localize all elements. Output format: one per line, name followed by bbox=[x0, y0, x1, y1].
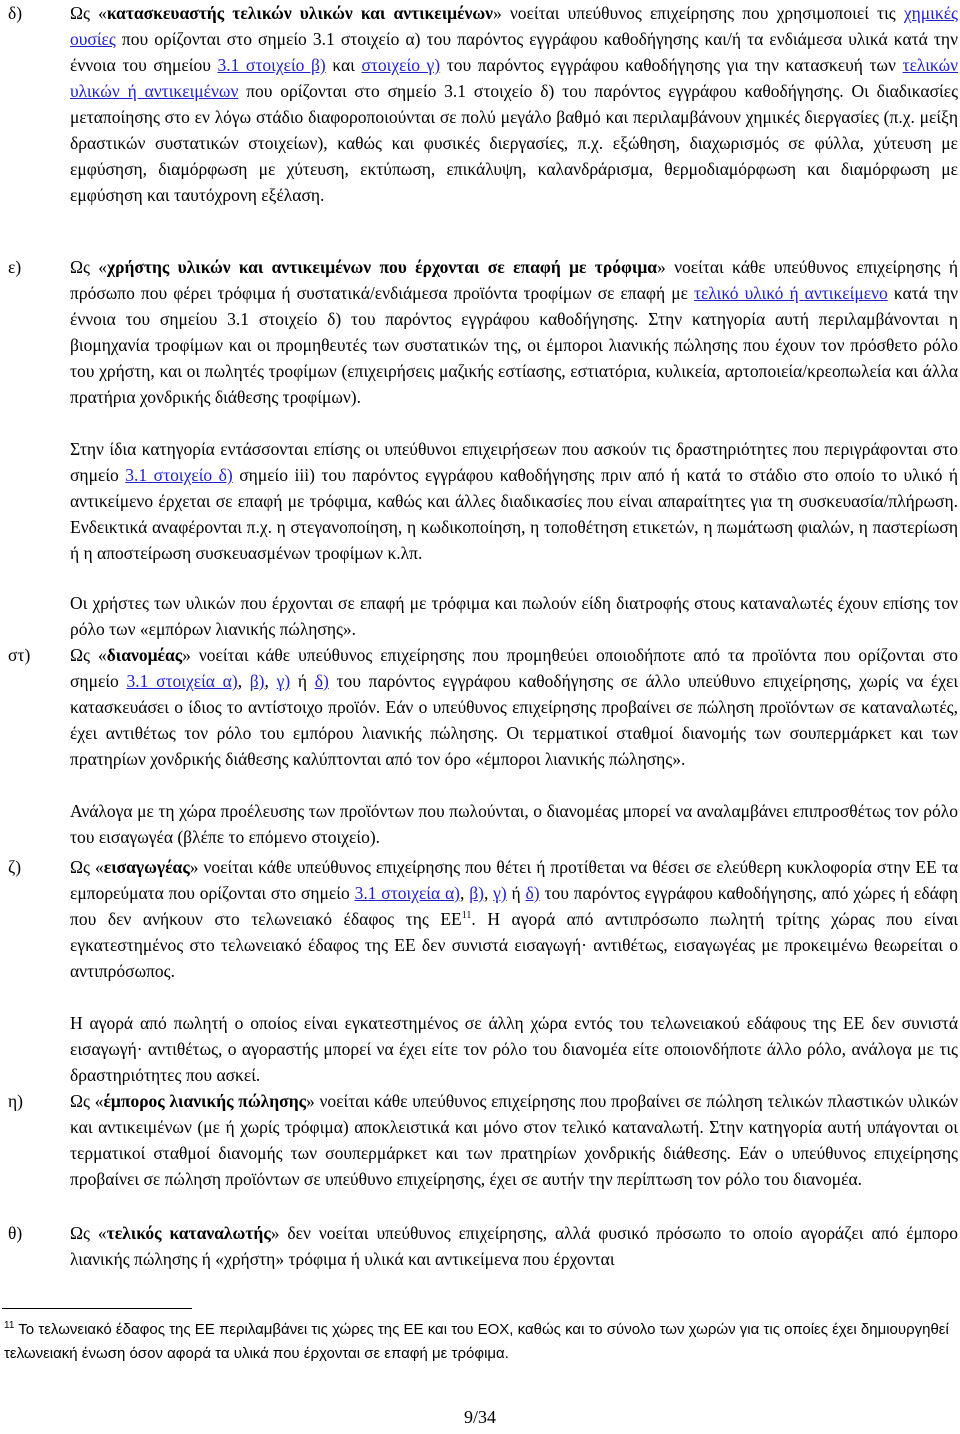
definition-paragraph bbox=[70, 254, 958, 410]
paragraph-distributor-importer: Ανάλογα με τη χώρα προέλευσης των προϊόντων που πωλούνται, ο διανομέας μπορεί να αναλαμβάνει επιπροσθέτως τον ρόλο του εισαγωγέα (βλέπε το επόμενο στοιχείο). bbox=[70, 801, 958, 847]
definition-item-retailer bbox=[0, 1088, 958, 1192]
text-run: » νοείται κάθε υπεύθυνος επιχείρησης που θέτει ή προτίθεται να θέσει σε ελεύθερη κυκλοφορία στην ΕΕ τα εμπορεύματα που ορίζονται στο σημείο bbox=[70, 857, 958, 903]
text-run: Ως « bbox=[70, 645, 107, 665]
definition-item-distributor bbox=[0, 642, 958, 772]
defined-term: τελικός καταναλωτής bbox=[106, 1223, 271, 1243]
item-label: δ) bbox=[8, 3, 23, 23]
link-section-3-1-a[interactable]: 3.1 στοιχεία α) bbox=[354, 883, 461, 903]
text-run: κατά την έννοια του σημείου 3.1 στοιχείο δ) του παρόντος εγγράφου καθοδήγησης. Στην κατηγορία αυτή περιλαμβάνονται η βιομηχανία τροφίμων και οι προμηθευτές των συστατικών της, οι έμποροι λιανικής πώλησης που έχουν τον πρόσθετο ρόλο του χρήστη, και οι πωλητές τροφίμων (επιχειρήσεις μαζικής εστίασης, εστιατόρια, κυλικεία, αρτοποιεία/κρεοπωλεία και άλλα πρατήρια χονδρικής διάθεσης τροφίμων). bbox=[70, 283, 959, 407]
text-run: . Η αγορά από αντιπρόσωπο πωλητή τρίτης χώρας που είναι εγκατεστημένος στο τελωνειακό έδαφος της ΕΕ δεν συνιστά εισαγωγή· αντιθέτως, εισαγωγέας με προκειμένω θεωρείται ο αντιπρόσωπος. bbox=[70, 909, 959, 981]
text-run: » δεν νοείται υπεύθυνος επιχείρησης, αλλά φυσικό πρόσωπο το οποίο αγοράζει από έμπορο λιανικής πώλησης ή «χρήστη» τρόφιμα ή υλικά και αντικείμενα που έρχονται bbox=[70, 1223, 958, 1269]
text-run: » νοείται υπεύθυνος επιχείρησης που χρησιμοποιεί τις bbox=[492, 3, 904, 23]
text-run: σημείο iii) του παρόντος εγγράφου καθοδήγησης πριν από ή κατά το στάδιο στο οποίο το υλικό ή αντικείμενο έρχεται σε επαφή με τρόφιμα, καθώς και άλλες διαδικασίες που είναι απαραίτητες για τη συσκευασία/πλήρωση. Ενδεικτικά αναφέρονται π.χ. η στεγανοποίηση, η κωδικοποίηση, η τοποθέτηση ετικετών, η πωμάτωση φιαλών, η παστερίωση ή η αποστείρωση συσκευασμένων τροφίμων κ.λπ. bbox=[70, 465, 958, 563]
footnote-reference[interactable]: 11 bbox=[461, 910, 472, 922]
text-run: Ως « bbox=[70, 3, 107, 23]
text-run: του παρόντος εγγράφου καθοδήγησης για την κατασκευή των bbox=[440, 55, 903, 75]
text-run: και bbox=[325, 55, 362, 75]
paragraph-importer-intra-eu: Η αγορά από πωλητή ο οποίος είναι εγκατεστημένος σε άλλη χώρα εντός του τελωνειακού εδάφους της ΕΕ δεν συνιστά εισαγωγή· αντιθέτως, ο αγοραστής μπορεί να έχει είτε τον ρόλο του διανομέα είτε οποιονδήποτε άλλο ρόλο, ανάλογα με τις δραστηριότητες που ασκεί. bbox=[70, 1013, 958, 1085]
defined-term: διανομέας bbox=[106, 645, 183, 665]
defined-term: εισαγωγέας bbox=[103, 857, 190, 877]
paragraph-user-retail: Οι χρήστες των υλικών που έρχονται σε επαφή με τρόφιμα και πωλούν είδη διατροφής στους καταναλωτές έχουν επίσης τον ρόλο των «εμπόρων λιανικής πώλησης». bbox=[70, 593, 958, 639]
text-run: που ορίζονται στο σημείο 3.1 στοιχείο δ) του παρόντος εγγράφου καθοδήγησης. Οι διαδικασίες μεταποίησης στο εν λόγω στάδιο διαφοροποιούνται σε πολύ μεγάλο βαθμό και περιλαμβάνουν χημικές διεργασίες (π.χ. μείξη δραστικών συστατικών στοιχείων), καθώς και φυσικές διεργασίες, π.χ. εξώθηση, διαχωρισμός σε φύλλα, χύτευση με εμφύσηση, διαμόρφωση με χύτευση, εκτύπωση, επικάλυψη, καλανδράρισμα, θερμοδιαμόρφωση και διαμόρφωση με εμφύσηση και ταυτόχρονη εξέλαση. bbox=[70, 81, 958, 205]
item-label: η) bbox=[8, 1091, 23, 1111]
defined-term: έμπορος λιανικής πώλησης bbox=[103, 1091, 307, 1111]
item-label: ζ) bbox=[8, 857, 22, 877]
text-run: ή bbox=[290, 671, 315, 691]
link-d[interactable]: δ) bbox=[314, 671, 329, 691]
text-run: ή bbox=[506, 883, 526, 903]
link-section-3-1-b[interactable]: 3.1 στοιχείο β) bbox=[217, 55, 326, 75]
paragraph-user-scope bbox=[70, 436, 958, 566]
footnote bbox=[4, 1318, 954, 1366]
definition-paragraph bbox=[70, 1220, 958, 1272]
definition-paragraph bbox=[70, 854, 958, 984]
definition-item-final-consumer bbox=[0, 1220, 958, 1272]
definition-item-manufacturer bbox=[0, 0, 958, 208]
text-run: » νοείται κάθε υπεύθυνος επιχείρησης ή πρόσωπο που φέρει τρόφιμα ή συστατικά/ενδιάμεσα προϊόντα τροφίμων σε επαφή με bbox=[70, 257, 958, 303]
text-run: » νοείται κάθε υπεύθυνος επιχείρησης που προμηθεύει οποιοδήποτε από τα προϊόντα που ορίζονται στο σημείο bbox=[70, 645, 958, 691]
link-b[interactable]: β) bbox=[469, 883, 484, 903]
text-run: » νοείται κάθε υπεύθυνος επιχείρησης που προβαίνει σε πώληση τελικών πλαστικών υλικών και αντικειμένων (με ή χωρίς τρόφιμα) αποκλειστικά και μόνο στον τελικό καταναλωτή. Στην κατηγορία αυτή υπάγονται οι τερματικοί σταθμοί διανομής των σουπερμάρκετ και των πρατηρίων χονδρικής διάθεσης. Εάν ο υπεύθυνος επιχείρησης προβαίνει σε πώληση προϊόντων σε υπεύθυνο επιχείρησης, έχει σε αυτήν την περίπτωση τον ρόλο του διανομέα. bbox=[70, 1091, 958, 1189]
text-run: Στην ίδια κατηγορία εντάσσονται επίσης οι υπεύθυνοι επιχειρήσεων που ασκούν τις δραστηριότητες που περιγράφονται στο σημείο bbox=[70, 439, 958, 485]
text-run: Ως « bbox=[70, 857, 104, 877]
definition-item-importer bbox=[0, 854, 958, 984]
text-run: του παρόντος εγγράφου καθοδήγησης σε άλλο υπεύθυνο επιχείρησης, χωρίς να έχει κατασκευάσει ο ίδιος το αντίστοιχο προϊόν. Εάν ο υπεύθυνος επιχείρησης προβαίνει σε πώληση προϊόντων σε καταναλωτές, έχει αντιθέτως τον ρόλο του εμπόρου λιανικής πώλησης. Οι τερματικοί σταθμοί διανομής των σουπερμάρκετ και των πρατηρίων χονδρικής διάθεσης καλύπτονται από τον όρο «έμποροι λιανικής πώλησης». bbox=[70, 671, 959, 769]
text-run: , bbox=[483, 883, 494, 903]
text-run: Ως « bbox=[70, 1223, 107, 1243]
defined-term: χρήστης υλικών και αντικειμένων που έρχονται σε επαφή με τρόφιμα bbox=[107, 257, 658, 277]
definition-paragraph bbox=[70, 0, 958, 208]
link-section-3-1-c[interactable]: στοιχείο γ) bbox=[361, 55, 441, 75]
link-section-3-1-d[interactable]: 3.1 στοιχείο δ) bbox=[125, 465, 233, 485]
link-c[interactable]: γ) bbox=[493, 883, 507, 903]
text-run: , bbox=[237, 671, 250, 691]
link-c[interactable]: γ) bbox=[276, 671, 291, 691]
text-run: που ορίζονται στο σημείο 3.1 στοιχείο α) του παρόντος εγγράφου καθοδήγησης και/ή τα ενδιάμεσα υλικά κατά την έννοια του σημείου bbox=[70, 29, 958, 75]
item-label: ε) bbox=[8, 257, 22, 277]
text-run: , bbox=[264, 671, 277, 691]
text-run: Ως « bbox=[70, 1091, 104, 1111]
link-b[interactable]: β) bbox=[249, 671, 265, 691]
definition-paragraph bbox=[70, 642, 958, 772]
footnote-number: 11 bbox=[4, 1320, 15, 1331]
item-label: στ) bbox=[8, 645, 31, 665]
text-run: του παρόντος εγγράφου καθοδήγησης, από χώρες ή εδάφη που δεν ανήκουν στο τελωνειακό έδαφος της ΕΕ bbox=[70, 883, 958, 929]
text-run: Ως « bbox=[70, 257, 108, 277]
link-chemical-substances[interactable]: χημικές ουσίες bbox=[70, 3, 958, 49]
definition-item-user bbox=[0, 254, 958, 410]
definition-paragraph bbox=[70, 1088, 958, 1192]
text-run: , bbox=[460, 883, 470, 903]
defined-term: κατασκευαστής τελικών υλικών και αντικειμένων bbox=[106, 3, 493, 23]
page-number: 9/34 bbox=[463, 1407, 496, 1427]
link-d[interactable]: δ) bbox=[525, 883, 540, 903]
item-label: θ) bbox=[8, 1223, 23, 1243]
link-section-3-1-a[interactable]: 3.1 στοιχεία α) bbox=[126, 671, 238, 691]
link-final-material-or-article[interactable]: τελικό υλικό ή αντικείμενο bbox=[693, 283, 888, 303]
link-final-materials[interactable]: τελικών υλικών ή αντικειμένων bbox=[70, 55, 959, 101]
footnote-text: Το τελωνειακό έδαφος της ΕΕ περιλαμβάνει τις χώρες της ΕΕ και του ΕΟΧ, καθώς και το σύνολο των χωρών για τις οποίες έχει δημιουργηθεί τελωνειακή ένωση όσον αφορά τα υλικά που έρχονται σε επαφή με τρόφιμα. bbox=[4, 1321, 949, 1362]
footnote-separator bbox=[2, 1308, 192, 1309]
